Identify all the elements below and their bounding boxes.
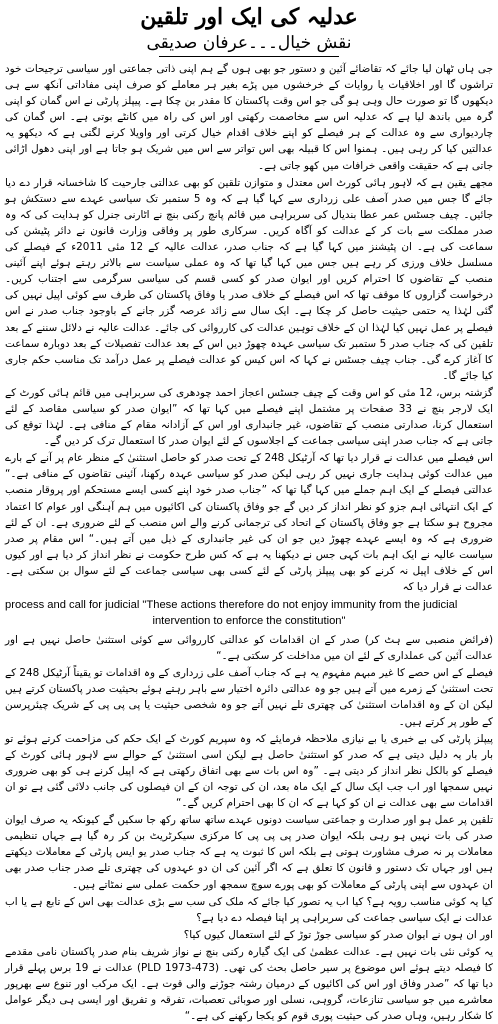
paragraph-4: اس فیصلے میں عدالت نے قرار دیا تھا کہ آرٹیکل 248 کے تحت صدر کو حاصل استثنیٰ کے منظر عام پر آنے کے بارے میں عدالت کوئی ہدایت جاری نہیں کر رہی لیکن صدر کو سیاسی عہدہ رکھنا، آئینی تقاضوں کے منافی ہے۔“ عدالتی فیصلے کے ایک اہم جملے میں کہا گیا تھا کہ ”جناب صدر خود اپنے کسی ایسے مستحکم اور پروقار منصب کے ایک انتہائی اہم جزو کو نظر انداز کر دیں گے جو وفاق پاکستان کی اکائیوں میں ہم آہنگی اور عوام کا اعتماد مجروح ہو سکتا ہے جو وفاق پاکستان کے اتحاد کی ترجمانی کرنے والے اس منصب کے لئے ضروری ہے۔ ان کے لئے ضروری ہے کہ وہ ایسے عہدے چھوڑ دیں جو ان کی غیر جانبداری کے ذیل میں آتے ہیں۔“ اس مقام پر صدر سیاست عالیہ نے ایک اہم بات کہی جس نے دیکھنا یہ ہے کہ کس طرح حکومت نے نظر انداز کر دیا ہے اور کیوں اس کے خلاف اپیل نہ کرنے کو بھی پیپلز پارٹی کے لئے کسی بھی سیاسی جماعت کے لئے سوال بن سکتی ہے۔ عدالت نے قرار دیا کہ xyxy=(5,452,494,593)
paragraph-6: فیصلے کے اس حصے کا غیر مبہم مفہوم یہ ہے کہ جناب آصف علی زرداری کے وہ اقدامات تو یقیناً آرٹیکل 248 کے تحت استثنیٰ کے زمرے میں آتے ہیں جو وہ عدالتی دائرہ اختیار سے باہر رہتے ہوئے بحیثیت صدر پاکستان کرتے ہیں لیکن ان کے وہ اقدامات استثنیٰ کی چھتری تلے نہیں آتے جو وہ شخصی حیثیت یا پی پی پی کے شریک چیئرپرسن کے طور پر کرتے ہیں۔ xyxy=(5,667,493,728)
paragraph-8: تلقین پر عمل ہو اور صدارت و جماعتی سیاست دونوں عہدے ساتھ ساتھ رکھ جا سکیں گے کیونکہ یہ صرف ایوان صدر کی بات نہیں ہو رہی بلکہ ایوان صدر پی پی پی کا مرکزی سیکرٹریٹ بن کر رہ گیا ہے جہاں تنظیمی معاملات پر نہ صرف مشاورت ہوتی ہے بلکہ اس کا ثبوت یہ ہے کہ جناب صدر یو ایس پارٹی کے معاملات دیکھتے ہیں اور جہاں تک دستور و قانون کا تعلق ہے کہ اگر آئین کی ان دو عہدوں کی چھتری تلے صدر جناب صدر بھی ان عہدوں سے اپنی پارٹی کے معاملات کو بھی پورے سوچ سمجھ اور حکمت عملی سے نمٹاتے ہیں۔ xyxy=(5,814,493,891)
paragraph-10: اور ان ہوں نے ایوان صدر کو سیاسی جوڑ توڑ کے لئے استعمال کیوں کیا؟ xyxy=(183,928,493,941)
article-byline: نقش خیال۔۔۔عرفان صدیقی xyxy=(146,33,352,53)
english-quote-line-1: process and call for judicial "These actions therefore do not enjoy immunity from the judicial xyxy=(5,599,458,612)
english-quote xyxy=(5,597,493,629)
paragraph-7: پیپلز پارٹی کی بے خبری یا بے نیازی ملاحظہ فرمایئے کہ وہ سپریم کورٹ کے ایک حکم کی مزاحمت کرتے ہوئے تو بار بار یہ دلیل دیتی ہے کہ صدر کو استثنیٰ حاصل ہے لیکن اسی استثنیٰ کے حوالے سے لاہور ہائی کورٹ کے فیصلے کو بالکل نظر انداز کر دیتی ہے۔ ”وہ اس بات سے بھی اتفاق رکھتی ہے کہ اپیل کرنے ہی کو بھی ضروری نہیں سمجھا اور اب جب ایک سال کے ایک ماہ بعد، ان کی توجہ ان کے ان فیصلوں کی جانب دلائی گئی ہے تو ان اقدامات سے بھی عدالت نے ان کو کہا ہے کہ ان کا بھی احترام کریں گے۔“ xyxy=(5,732,493,810)
byline-divider xyxy=(159,56,339,57)
paragraph-5: (فرائض منصبی سے ہٹ کر) صدر کے ان اقدامات کو عدالتی کارروائی سے کوئی استثنیٰ حاصل نہیں ہے اور عدالت آئین کی عملداری کے لئے ان میں مداخلت کر سکتی ہے۔“ xyxy=(5,634,493,663)
english-quote-line-2: intervention to enforce the constitution" xyxy=(152,615,346,628)
paragraph-1: جی ہاں ٹھان لیا جائے کہ تقاضائے آئین و دستور جو بھی ہوں گے ہم اپنی ذاتی جماعتی اور سیاسی ترجیحات خود تراشوں گا اور اخلاقیات یا روایات کے خرخشوں میں پڑے بغیر ہر معاملے کو صرف اپنی مفاداتی آنکھ سے ہی دیکھوں گا تو صورت حال وہی ہو گی جو اس وقت پاکستان کا مقدر بن چکا ہے۔ پیپلز پارٹی نے اس گمان کو اپنی گرہ میں باندھ لیا ہے کہ عدلیہ اس سے مخاصمت رکھتی اور اس کی راہ میں کانٹے بوتی ہے۔ اس گمان کی چاردیواری سے وہ عدالت کے ہر فیصلے کو اپنے خلاف اقدام خیال کرتی اور واویلا کرنے لگتی ہے کہ دیکھو یہ عدالتیں کیا کر رہی ہیں۔ ہمنوا اس کا قبیلہ بھی اس تواتر سے اس میں شریک ہو جاتا ہے اور اپنی دھول اڑائی جاتی ہے کہ حقیقت واقعی خرافات میں کھو جاتی ہے۔ xyxy=(5,63,493,172)
paragraph-11: یہ کوئی نئی بات نہیں ہے۔ عدالت عظمیٰ کی ایک گیارہ رکنی بنچ نے نواز شریف بنام صدر پاکستان نامی مقدمے کا فیصلہ دیتے ہوئے اس موضوع پر سیر حاصل بحث کی تھی۔ (PLD 1973-473) عدالت نے 19 برس پہلے قرار دیا تھا کہ ”صدر وفاق اور اس کی اکائیوں کے درمیان رشتہ جوڑنے والی قوت ہے۔ ایک مرکب اور تنوع سے بھرپور معاشرے میں جو سیاسی تنازعات، گروہی، نسلی اور صوبائی تعصبات، تفرقہ و تفریق اور ایسی ہی دیگر عوامل کا شکار رہیں، وہاں صدر کی حیثیت پوری قوم کو یکجا رکھنے کی ہے۔“ xyxy=(5,945,493,1023)
paragraph-9: کیا یہ کوئی مناسب رویہ ہے؟ کیا اب یہ تصور کیا جائے کہ ملک کی سب سے بڑی عدالت بھی اس کے تابع ہے یا اب عدالت نے ایک سیاسی جماعت کی سربراہی پر اپنا فیصلہ دے دیا ہے؟ xyxy=(5,895,493,924)
paragraph-2: مجھے یقین ہے کہ لاہور ہائی کورٹ اس معتدل و متوازن تلقین کو بھی عدالتی جارحیت کا شاخسانہ قرار دے دیا جائے گا جس میں صدر آصف علی زرداری سے کہا گیا ہے کہ وہ 5 ستمبر تک سیاسی عہدے سے دستکش ہو جائیں۔ چیف جسٹس عمر عطا بندیال کی سربراہی میں قائم پانچ رکنی بنچ نے اٹارنی جنرل کو ہدایت کی کہ وہ صدر مملکت سے بات کر کے عدالت کو آگاہ کریں۔ سرکاری طور پر وفاقی وزارت قانون نے دائر پٹیشن کی سماعت کی ہے۔ ان پٹیشنز میں کہا گیا ہے کہ جناب صدر، عدالت عالیہ کے 12 مئی 2011ء کے فیصلے کی مسلسل خلاف ورزی کر رہے ہیں جس میں کہا گیا تھا کہ وہ عملی سیاست سے بالاتر رہتے ہوئے اپنے آئینی منصب کے تقاضوں کا احترام کریں اور ایوان صدر کو کسی قسم کی سیاسی سرگرمی سے اجتناب کریں۔ درخواست گزاروں کا موقف تھا کہ اس فیصلے کے خلاف صدر یا وفاق پاکستان کی طرف سے کوئی اپیل نہیں کی گئی لہٰذا یہ حتمی حیثیت حاصل کر چکا ہے۔ ایک سال سے زائد عرصہ گزر جانے کے باوجود جناب صدر نے اس فیصلے پر عمل نہیں کیا لہٰذا ان کے خلاف توہین عدالت کی کارروائی کی جائے۔ عدالت عالیہ نے دلائل سننے کے بعد تلقین کی کہ جناب صدر 5 ستمبر تک سیاسی عہدہ چھوڑ دیں اس کے بعد عدالت تفصیلات کے بعد دوبارہ سماعت کا آغاز کرے گی۔ جناب چیف جسٹس نے کہا کہ اس کیس کو عدالت فیصلے پر عمل درآمد تک مناسب حکم جاری کیا جائے گا۔ xyxy=(5,176,494,382)
article-title: عدلیہ کی ایک اور تلقین xyxy=(140,4,358,30)
paragraph-3: گزشتہ برس، 12 مئی کو اس وقت کے چیف جسٹس اعجاز احمد چودھری کی سربراہی میں قائم ہائی کورٹ کے ایک لارجر بنچ نے 33 صفحات پر مشتمل اپنے فیصلے میں کہا تھا کہ ”ایوان صدر کو سیاسی مقاصد کے لئے استعمال کرنا، صدارتی منصب کے تقاضوں، غیر جانبداری اور اس کے آزادانہ مقام کے منافی ہے۔ لہٰذا توقع کی جاتی ہے کہ جناب صدر اپنی سیاسی جماعت کے اجلاسوں کے لئے ایوان صدر کا استعمال ترک کر دیں گے۔ xyxy=(5,386,493,448)
